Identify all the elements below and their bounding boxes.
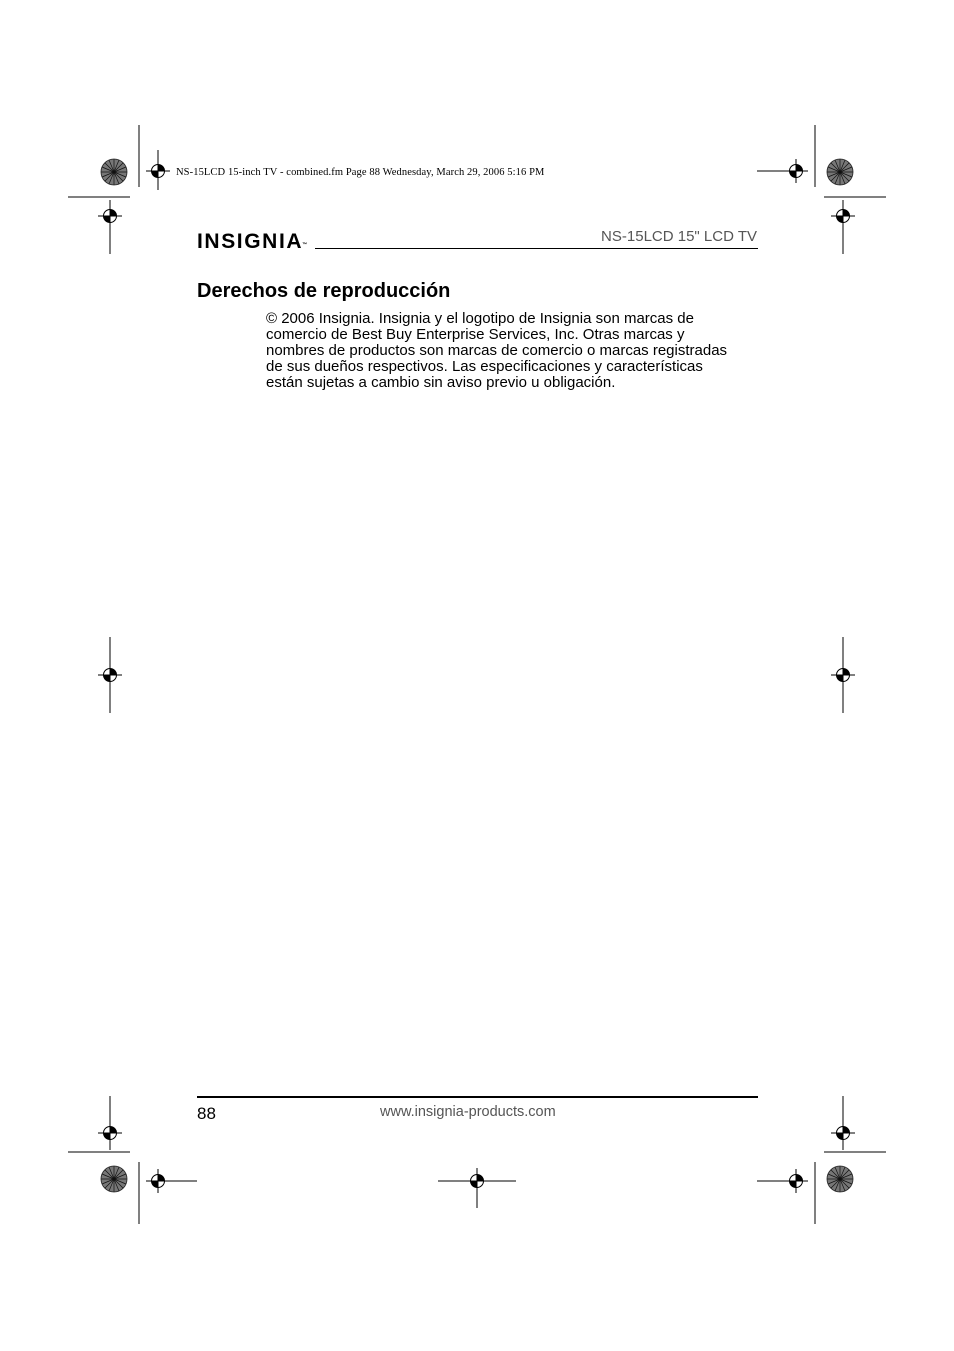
star-target-icon [101, 159, 127, 185]
paragraph-line: comercio de Best Buy Enterprise Services, Inc. Otras marcas y [266, 326, 685, 343]
paragraph-line: © 2006 Insignia. Insignia y el logotipo de Insignia son marcas de [266, 310, 694, 327]
header-rule [315, 248, 758, 249]
registration-mark-icon [146, 1169, 170, 1193]
registration-mark-icon [146, 159, 170, 183]
registration-mark-icon [831, 1121, 855, 1145]
page-number: 88 [197, 1104, 216, 1123]
star-target-icon [827, 159, 853, 185]
brand-logo [197, 228, 308, 256]
registration-mark-icon [98, 1121, 122, 1145]
registration-mark-icon [98, 204, 122, 228]
paragraph-line: nombres de productos son marcas de comercio o marcas registradas [266, 342, 728, 359]
crop-marks [68, 125, 886, 1224]
star-target-icon [827, 1166, 853, 1192]
footer-rule [197, 1096, 758, 1098]
registration-mark-icon [831, 204, 855, 228]
copyright-paragraph [266, 311, 758, 391]
header-product-name: NS-15LCD 15" LCD TV [601, 228, 757, 245]
footer-url: www.insignia-products.com [380, 1104, 556, 1120]
trademark-symbol: ™ [302, 242, 308, 248]
registration-mark-icon [465, 1169, 489, 1193]
brand-logo-text: INSIGNIA [197, 230, 304, 253]
print-slug: NS-15LCD 15-inch TV - combined.fm Page 88 Wednesday, March 29, 2006 5:16 PM [176, 167, 545, 178]
registration-mark-icon [98, 663, 122, 687]
paragraph-line: están sujetas a cambio sin aviso previo u obligación. [266, 374, 616, 391]
section-title: Derechos de reproducción [197, 280, 451, 302]
star-target-icon [101, 1166, 127, 1192]
paragraph-line: de sus dueños respectivos. Las especificaciones y características [266, 358, 703, 375]
registration-mark-icon [831, 663, 855, 687]
registration-mark-icon [784, 1169, 808, 1193]
registration-mark-icon [784, 159, 808, 183]
